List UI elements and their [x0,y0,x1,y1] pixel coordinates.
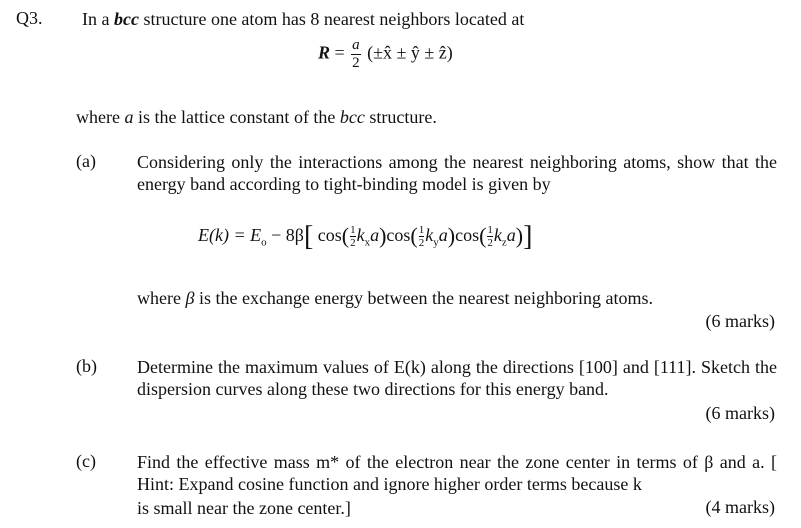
part-b-marks: (6 marks) [705,403,775,423]
kz-sub: z [501,236,507,249]
question-number: Q3. [16,8,43,28]
lattice-constant-note [76,106,437,128]
where-mid: is the lattice constant of the [133,107,340,127]
half-num: 1 [350,224,356,237]
eq-e-cos3: cos [455,225,480,245]
equation-energy-band [198,221,532,253]
eq-e-open-bracket: [ [303,221,314,252]
part-a-marks: (6 marks) [705,311,775,331]
a1: a [370,225,380,245]
intro-prefix: In a [82,9,114,29]
half-fraction [350,224,356,249]
part-c-last-line: is small near the zone center.] [137,498,351,518]
eq-r-equals: = [334,42,345,63]
part-c-label: (c) [76,451,96,471]
paren: ) [447,223,456,248]
kx-sub: x [364,236,371,249]
where-prefix: where [76,107,125,127]
paren: ( [341,223,350,248]
intro-structure: bcc [113,9,139,29]
half-den: 2 [350,237,356,250]
paren: ) [515,223,524,248]
eq-e-cos1: cos [317,225,342,245]
a3: a [506,225,516,245]
half-num: 1 [487,224,493,237]
eq-r-frac-den: 2 [352,55,360,71]
question-intro [82,8,524,30]
part-b-label: (b) [76,356,97,376]
kz: k [493,225,502,245]
where-a: a [124,107,134,127]
eq-e-close-bracket: ] [523,221,533,252]
beta-suffix: is the exchange energy between the nearest neighboring atoms. [194,288,653,308]
half-den: 2 [487,237,493,250]
part-a-label: (a) [76,151,96,171]
eq-e-lhs-sub: o [261,236,267,249]
part-b-text: Determine the maximum values of E(k) along the directions [100] and [111]. Sketch the dispersion curves along these two directions for this energy band. [137,357,777,399]
beta-prefix: where [137,288,186,308]
eq-e-minus: − 8β [266,225,304,245]
ky-sub: y [433,236,439,249]
half-den: 2 [418,237,425,250]
intro-suffix: structure one atom has 8 nearest neighbors located at [138,9,525,29]
where-struct: bcc [339,107,365,127]
paren: ) [379,223,387,248]
half-fraction [419,224,425,249]
part-c-text: Find the effective mass m* of the electron near the zone center in terms of β and a. [ Hint: Expand cosine function and ignore higher order terms because k [137,452,777,494]
half-num: 1 [418,224,425,237]
beta-symbol: β [185,288,195,308]
eq-r-lhs: R [318,42,331,63]
a2: a [438,225,448,245]
paren: ( [479,223,487,248]
ky: k [425,225,434,245]
paren: ( [410,223,418,248]
eq-e-cos2: cos [386,225,411,245]
part-c-marks: (4 marks) [705,497,775,517]
eq-r-frac-num: a [352,37,360,53]
beta-definition [137,287,653,309]
where-suffix: structure. [364,107,437,127]
eq-r-fraction [351,37,361,72]
part-a-text: Considering only the interactions among the nearest neighboring atoms, show that the energy band according to tight-binding model is given by [137,152,777,194]
eq-e-lhs: E(k) = E [198,225,262,245]
equation-nearest-neighbors [318,37,453,85]
half-fraction [487,224,493,249]
kx: k [356,225,365,245]
eq-r-rhs: (±x̂ ± ŷ ± ẑ) [367,42,453,63]
